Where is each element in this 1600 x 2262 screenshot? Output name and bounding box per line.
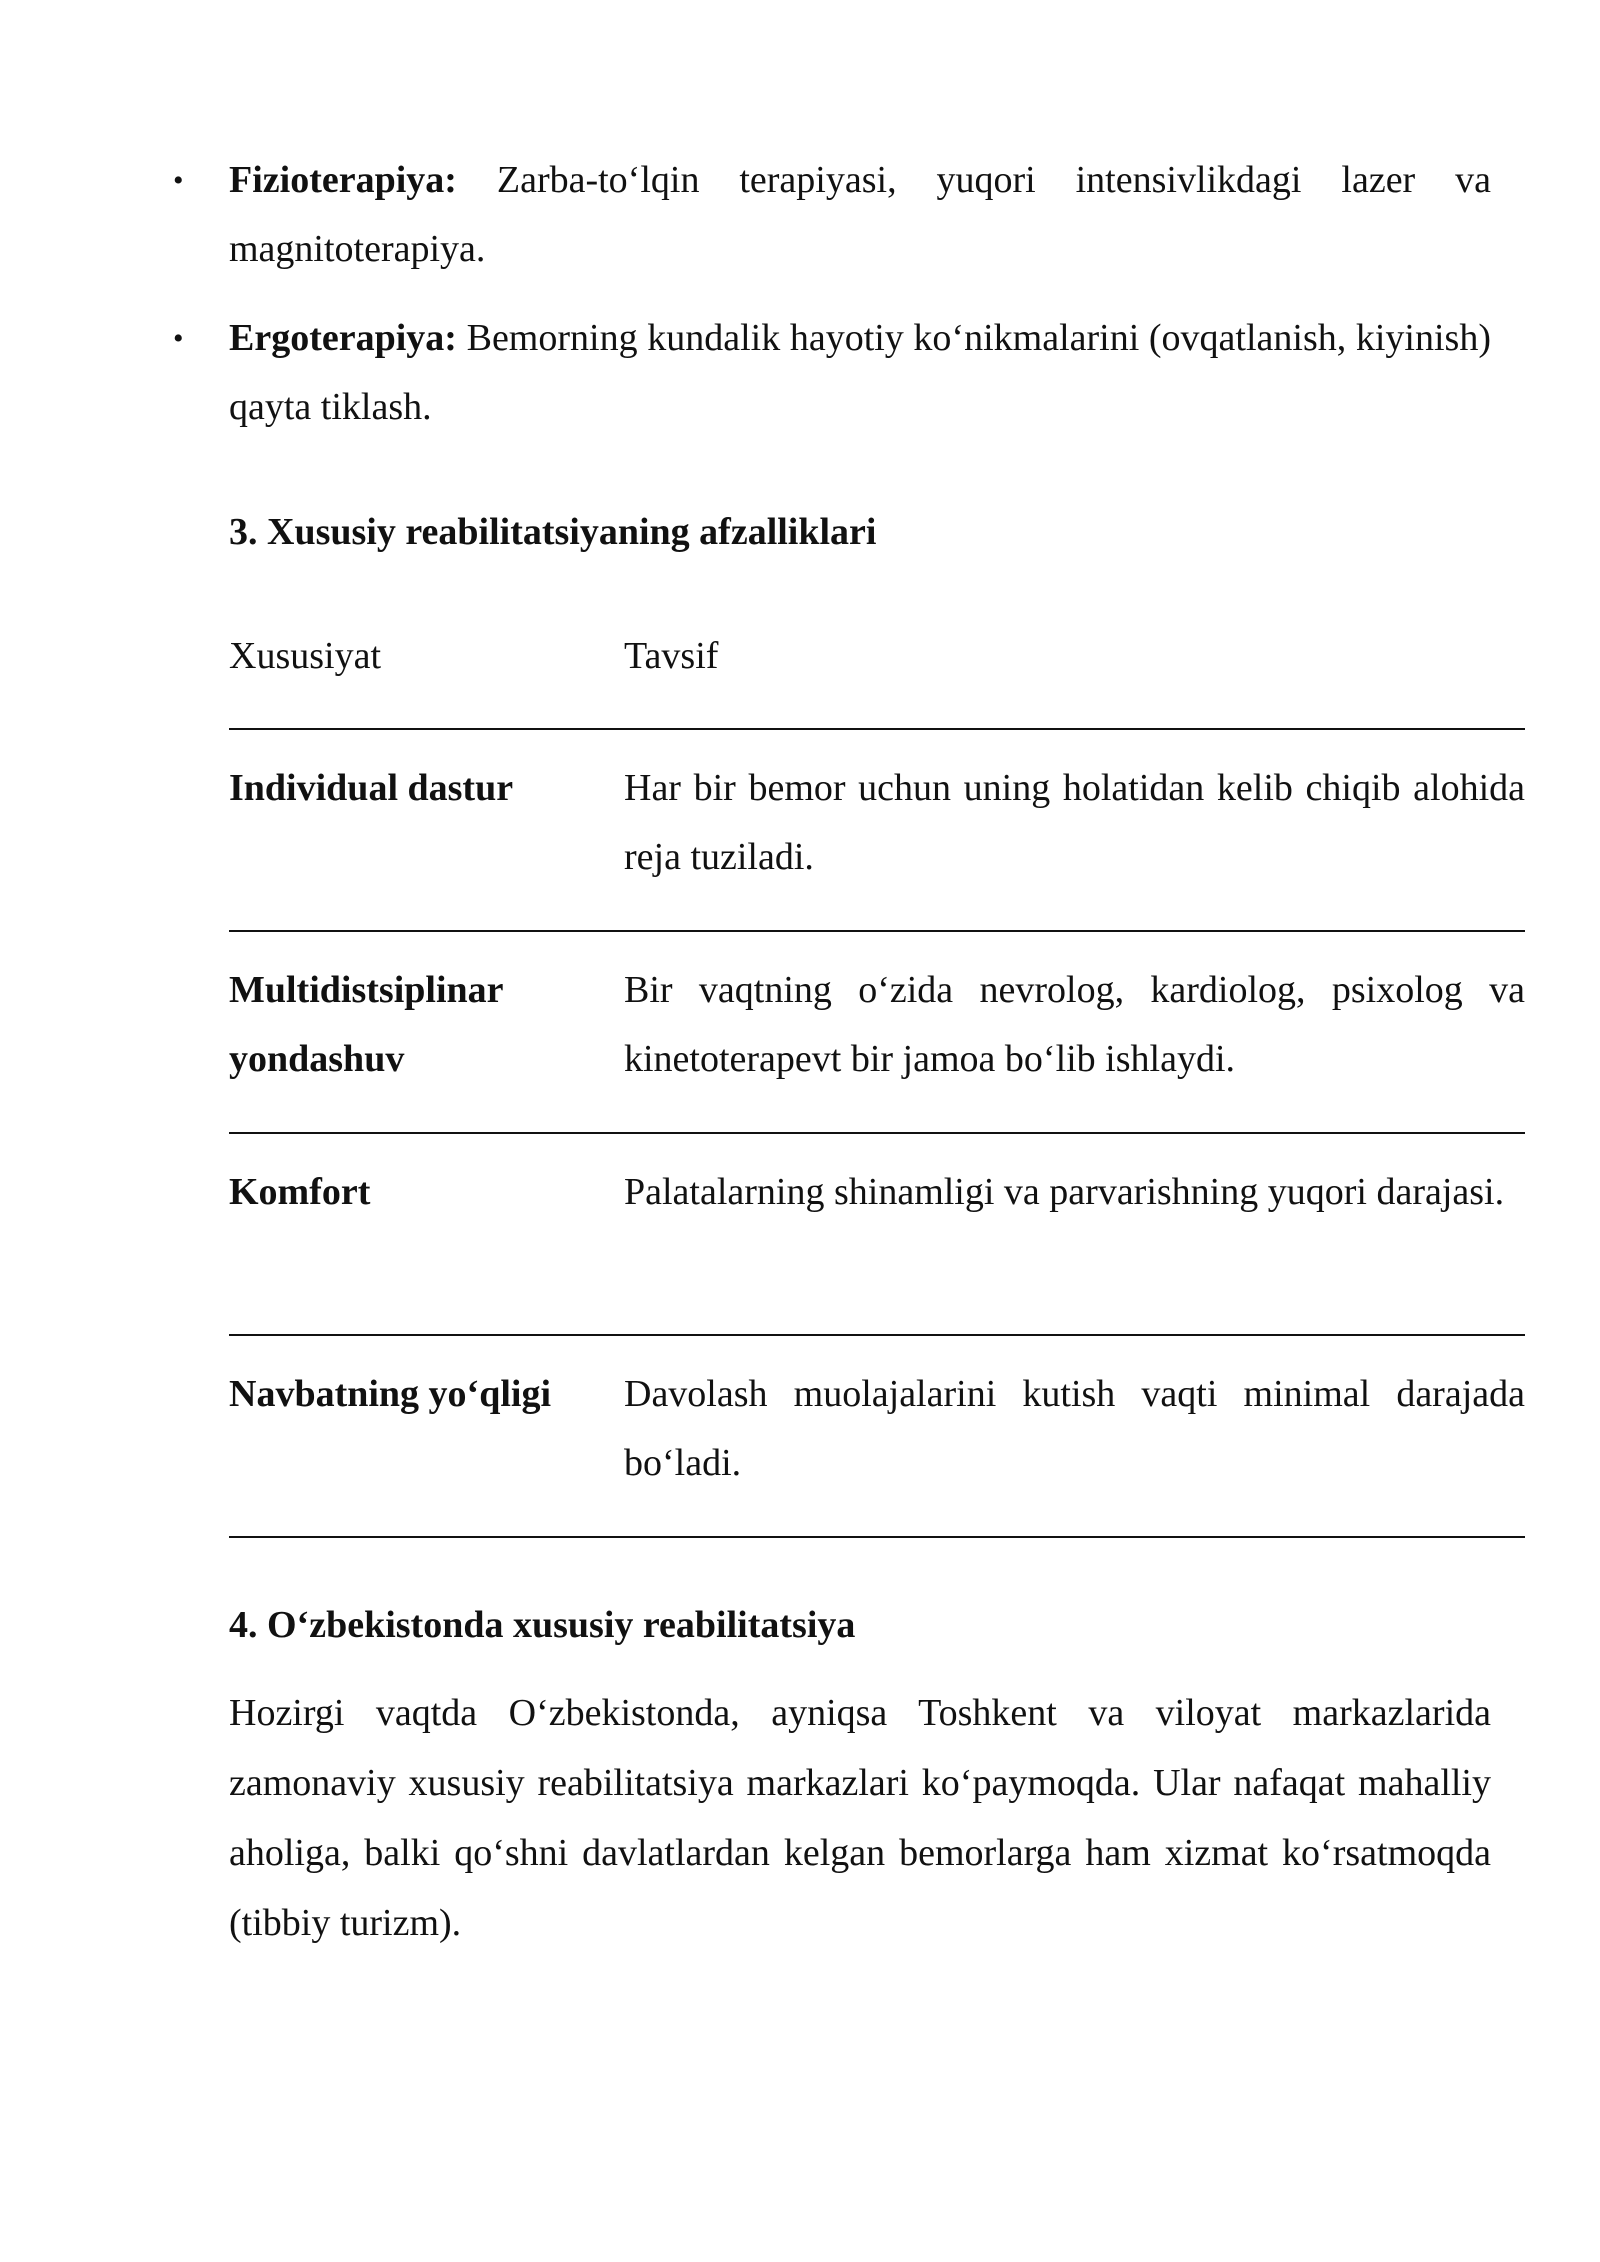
table-header-description: Tavsif	[624, 635, 719, 677]
bullet-term: Ergoterapiya:	[229, 317, 457, 359]
therapy-bullet-list	[173, 146, 1491, 462]
bullet-text: Bemorning kundalik hayotiy ko‘nikmalarini (ovqatlanish, kiyinish) qayta tiklash.	[229, 317, 1491, 428]
table-cell-description: Davolash muolajalarini kutish vaqti minimal darajada bo‘ladi.	[624, 1373, 1525, 1484]
section-4-paragraph: Hozirgi vaqtda O‘zbekistonda, ayniqsa Toshkent va viloyat markazlarida zamonaviy xususiy reabilitatsiya markazlari ko‘paymoqda. Ular nafaqat mahalliy aholiga, balki qo‘shni davlatlardan kelgan bemorlarga ham xizmat ko‘rsatmoqda (tibbiy turizm).	[229, 1692, 1491, 1944]
table-row	[229, 730, 1525, 932]
table-cell-description: Palatalarning shinamligi va parvarishning yuqori darajasi.	[624, 1171, 1505, 1213]
table-cell-feature: Individual dastur	[229, 767, 514, 809]
table-cell-description: Har bir bemor uchun uning holatidan kelib chiqib alohida reja tuziladi.	[624, 767, 1525, 878]
table-header-feature: Xususiyat	[229, 635, 381, 677]
table-row	[229, 1134, 1525, 1336]
bullet-item-fizioterapiya	[173, 146, 1491, 284]
bullet-term: Fizioterapiya:	[229, 159, 457, 201]
advantages-table	[229, 618, 1525, 1538]
bullet-text: Zarba-to‘lqin terapiyasi, yuqori intensivlikdagi lazer va magnitoterapiya.	[229, 159, 1491, 270]
table-cell-feature: Komfort	[229, 1171, 371, 1213]
bullet-item-ergoterapiya	[173, 304, 1491, 442]
table-cell-feature: Navbatning yo‘qligi	[229, 1373, 552, 1415]
table-row	[229, 1336, 1525, 1538]
table-cell-description: Bir vaqtning o‘zida nevrolog, kardiolog, psixolog va kinetoterapevt bir jamoa bo‘lib ishlaydi.	[624, 969, 1525, 1080]
section-3-heading: 3. Xususiy reabilitatsiyaning afzalliklari	[229, 511, 877, 553]
bullet-dot-icon: •	[173, 164, 184, 197]
bullet-dot-icon: •	[173, 322, 184, 355]
table-row	[229, 932, 1525, 1134]
table-header-row	[229, 618, 1525, 730]
section-4-heading: 4. O‘zbekistonda xususiy reabilitatsiya	[229, 1604, 856, 1646]
table-cell-feature: Multidistsiplinar yondashuv	[229, 969, 503, 1080]
